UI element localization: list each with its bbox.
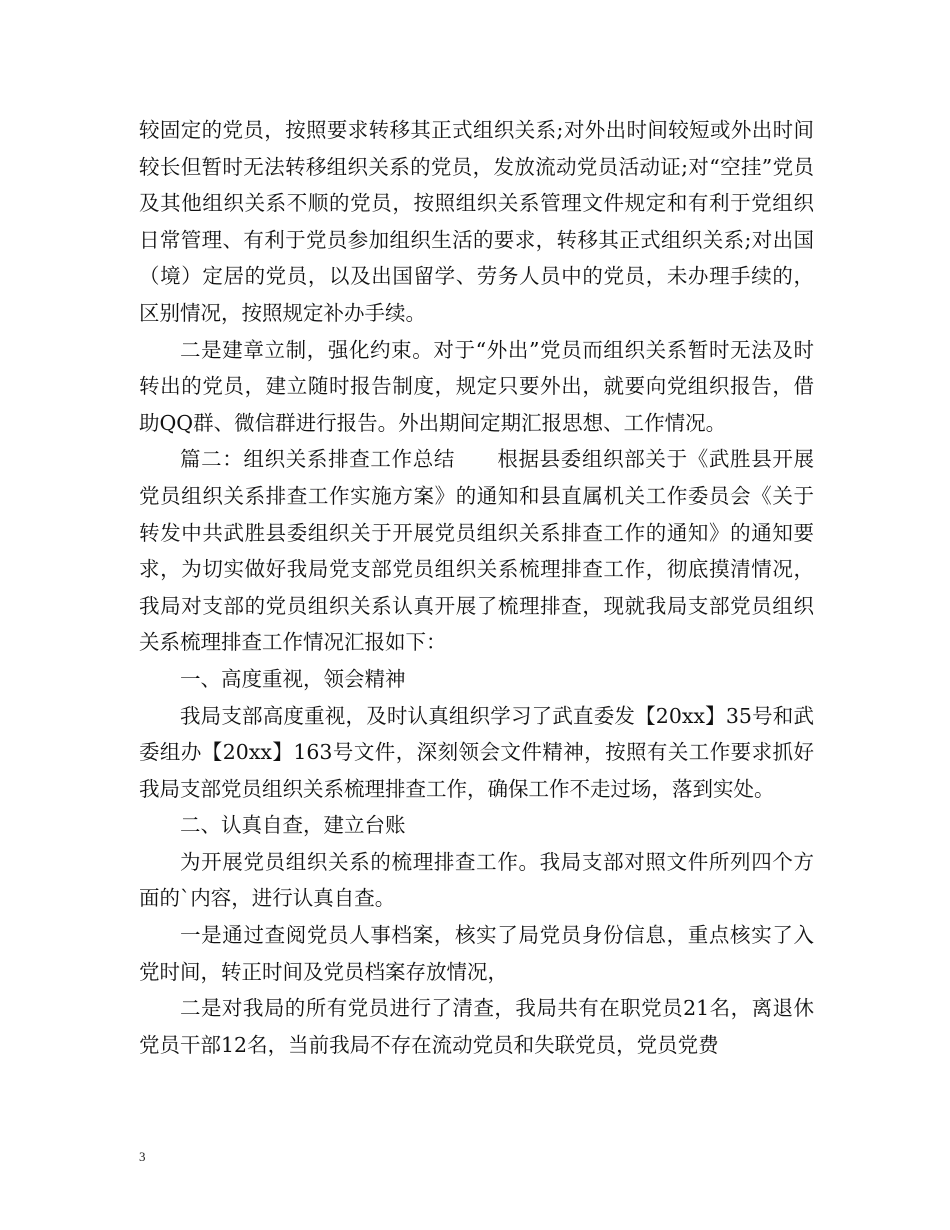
paragraph-1: 较固定的党员，按照要求转移其正式组织关系;对外出时间较短或外出时间较长但暂时无法转移组织关系的党员，发放流动党员活动证;对“空挂”党员及其他组织关系不顺的党员，按照组织关系管理文件规定和有利于党组织日常管理、有利于党员参加组织生活的要求，转移其正式组织关系;对出国（境）定居的党员，以及出国留学、劳务人员中的党员，未办理手续的，区别情况，按照规定补办手续。 (139, 118, 814, 325)
paragraph-6: 一是通过查阅党员人事档案，核实了局党员身份信息，重点核实了入党时间，转正时间及党员档案存放情况， (139, 923, 814, 984)
paragraph-2: 二是建章立制，强化约束。对于“外出”党员而组织关系暂时无法及时转出的党员，建立随时报告制度，规定只要外出，就要向党组织报告，借助QQ群、微信群进行报告。外出期间定期汇报思想、工作情况。 (139, 337, 814, 435)
paragraph-5: 为开展党员组织关系的梳理排查工作。我局支部对照文件所列四个方面的`内容，进行认真自查。 (139, 849, 814, 911)
section-heading-1: 一、高度重视，领会精神 (180, 666, 406, 691)
paragraph-4: 我局支部高度重视，及时认真组织学习了武直委发【20xx】35号和武委组办【20xx】163号文件，深刻领会文件精神，按照有关工作要求抓好我局支部党员组织关系梳理排查工作，确保工作不走过场，落到实处。 (139, 703, 814, 801)
section-heading-2: 二、认真自查，建立台账 (180, 813, 406, 838)
paragraph-3: 篇二：组织关系排查工作总结 根据县委组织部关于《武胜县开展党员组织关系排查工作实施方案》的通知和县直属机关工作委员会《关于转发中共武胜县委组织关于开展党员组织关系排查工作的通知》的通知要求，为切实做好我局党支部党员组织关系梳理排查工作，彻底摸清情况，我局对支部的党员组织关系认真开展了梳理排查，现就我局支部党员组织关系梳理排查工作情况汇报如下： (139, 447, 814, 655)
page-number: 3 (139, 1149, 146, 1164)
document-body (139, 112, 814, 1063)
paragraph-7: 二是对我局的所有党员进行了清查，我局共有在职党员21名，离退休党员干部12名，当前我局不存在流动党员和失联党员，党员党费 (139, 996, 814, 1057)
